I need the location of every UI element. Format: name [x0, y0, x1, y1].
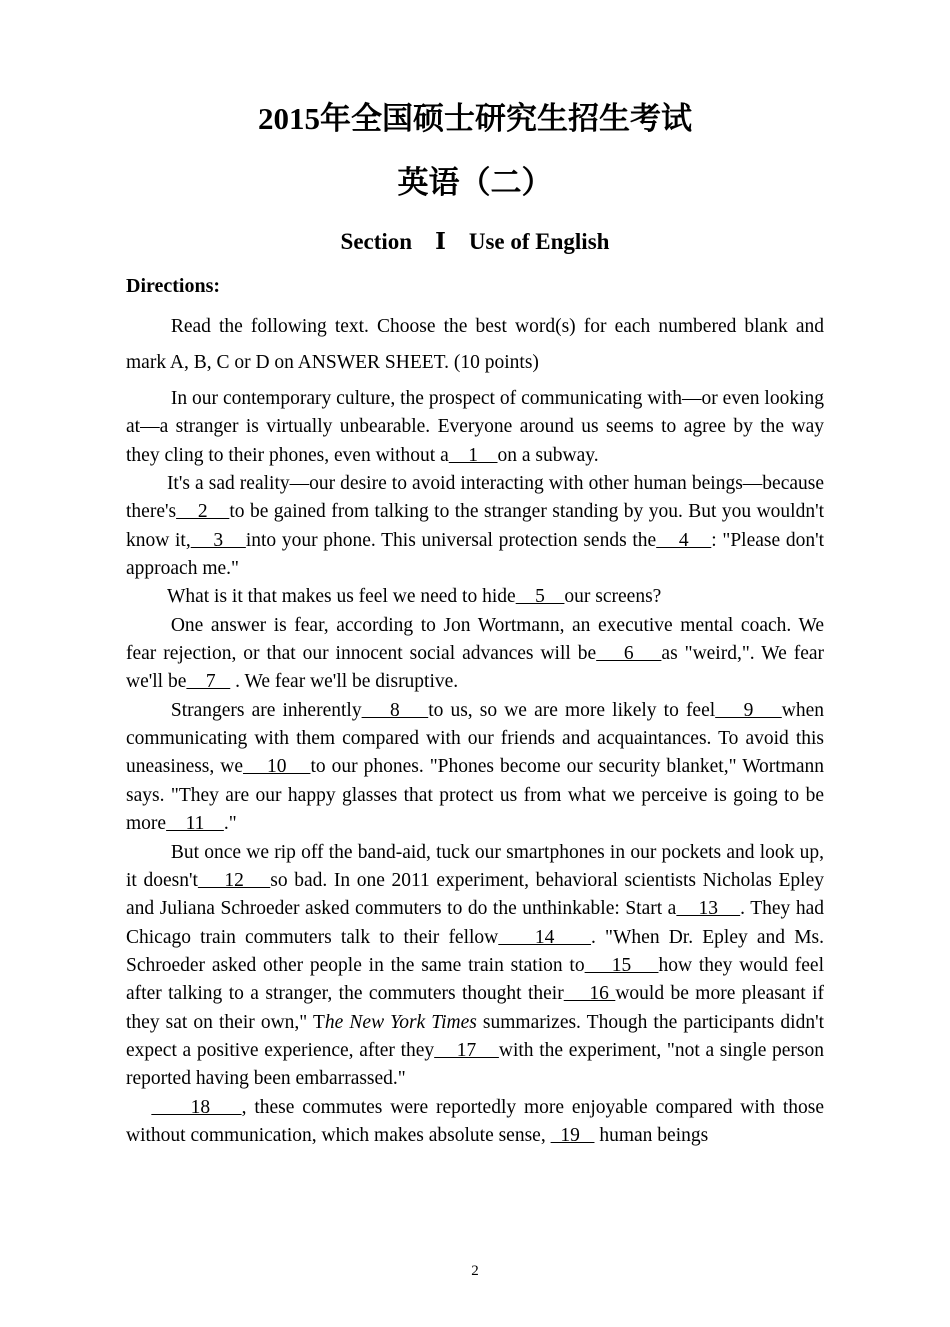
blank-13: 13	[676, 898, 741, 920]
paragraph-6: But once we rip off the band-aid, tuck our smartphones in our pockets and look up, it doesn't 12 so bad. In one 2011 experiment, behavioral scientists Nicholas Epley and Juliana Schroeder asked commuters to do the unthinkable: Start a 13 . They had Chicago train commuters talk to their fellow 14 . "When Dr. Epley and Ms. Schroeder asked other people in the same train station to 15 how they would feel after talking to a stranger, the commuters thought their 16 would be more pleasant if they sat on their own," The New York Times summarizes. Though the participants didn't expect a positive experience, after they 17 with the experiment, "not a single person reported having been embarrassed."	[126, 841, 825, 1090]
blank-10: 10	[243, 756, 311, 778]
blank-7: 7	[186, 671, 231, 693]
blank-14: 14	[498, 926, 592, 948]
blank-2: 2	[176, 501, 230, 523]
passage	[126, 385, 824, 1150]
blank-6: 6	[596, 643, 662, 665]
paragraph-5: Strangers are inherently 8 to us, so we are more likely to feel 9 when communicating with them compared with our friends and acquaintances. To avoid this uneasiness, we 10 to our phones. "Phones become our security blanket," Wortmann says. "They are our happy glasses that protect us from what we perceive is going to be more 11 ."	[126, 699, 825, 835]
section-heading: Section Ⅰ Use of English	[340, 229, 610, 254]
blank-18: 18	[151, 1096, 242, 1118]
blank-9: 9	[715, 699, 782, 721]
page-number: 2	[471, 1263, 479, 1279]
paragraph-1: In our contemporary culture, the prospect of communicating with—or even looking at—a stranger is virtually unbearable. Everyone around us seems to agree by the way they cling to their phones, even without a 1 on a subway.	[126, 388, 824, 466]
blank-4: 4	[656, 529, 712, 551]
directions-text-block	[126, 309, 824, 381]
paragraph-4: One answer is fear, according to Jon Wortmann, an executive mental coach. We fear rejection, or that our innocent social advances will be 6 as "weird,". We fear we'll be 7 . We fear we'll be disruptive.	[126, 614, 824, 693]
paragraph-2: It's a sad reality—our desire to avoid interacting with other human beings—because there's 2 to be gained from talking to the stranger standing by you. But you wouldn't know it, 3 into your phone. This universal protection sends the 4 : "Please don't approach me."	[126, 473, 825, 580]
blank-11: 11	[166, 813, 224, 835]
paragraph-3: What is it that makes us feel we need to hide 5 our screens?	[166, 586, 662, 608]
blank-12: 12	[197, 869, 271, 891]
blank-17: 17	[434, 1039, 499, 1061]
blank-15: 15	[584, 954, 659, 976]
blank-1: 1	[448, 444, 498, 466]
exam-subtitle: 英语（二）	[397, 165, 553, 200]
blank-16: 16	[563, 983, 616, 1005]
newspaper-title: he New York Times	[324, 1011, 477, 1033]
blank-3: 3	[190, 529, 246, 551]
directions-label: Directions:	[126, 275, 221, 297]
directions-text: Read the following text. Choose the best word(s) for each numbered blank and mark A, B, C or D on ANSWER SHEET. (10 points)	[126, 316, 824, 373]
exam-title: 2015年全国硕士研究生招生考试	[258, 101, 692, 136]
blank-8: 8	[361, 699, 429, 721]
blank-19: 19	[550, 1124, 595, 1146]
paragraph-7: 18 , these commutes were reportedly more enjoyable compared with those without communication, which makes absolute sense, 19 human beings	[126, 1096, 824, 1146]
blank-5: 5	[515, 586, 565, 608]
